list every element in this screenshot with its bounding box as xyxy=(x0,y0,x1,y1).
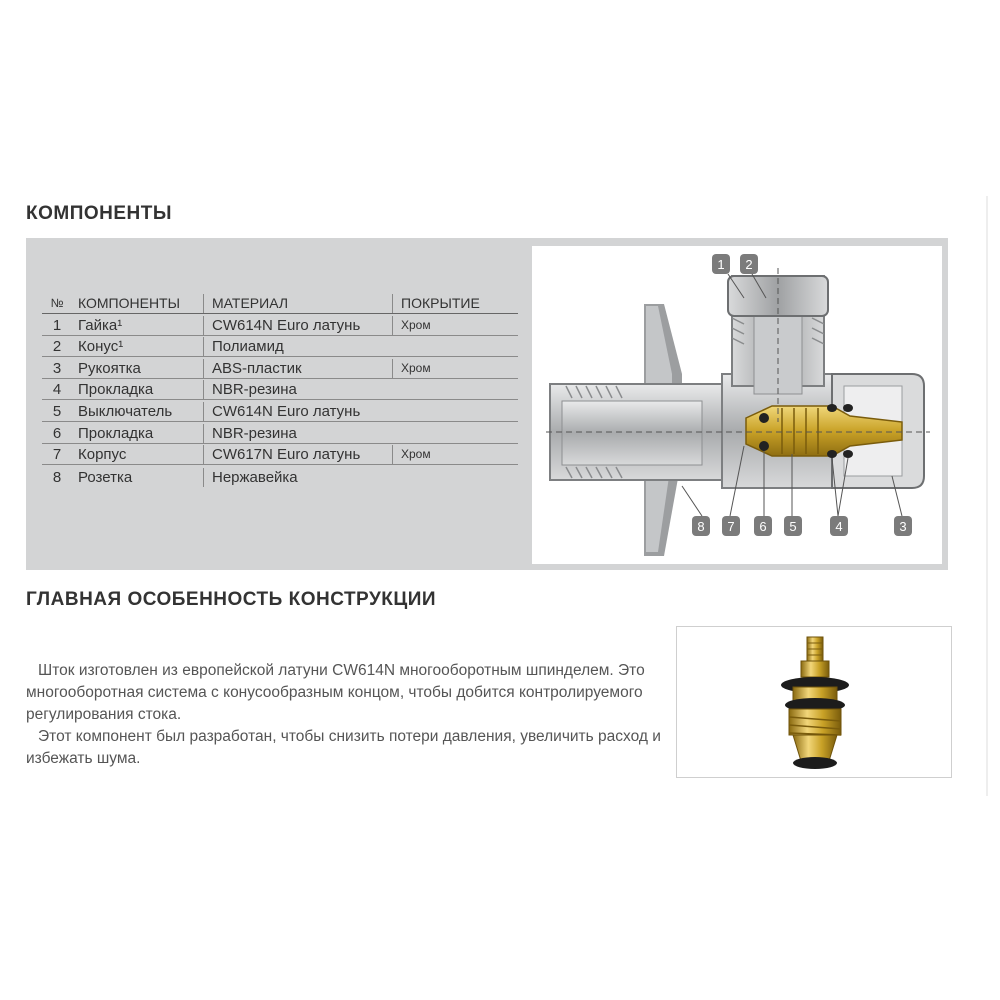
header-component: КОМПОНЕНТЫ xyxy=(78,295,181,311)
row-component: Выключатель xyxy=(78,402,173,420)
header-coating: ПОКРЫТИЕ xyxy=(392,294,511,313)
callout-label-6: 6 xyxy=(759,519,767,534)
row-component: Розетка xyxy=(78,468,133,486)
row-material: CW614N Euro латунь xyxy=(203,316,392,335)
row-material: NBR-резина xyxy=(203,424,392,443)
row-coating: Хром xyxy=(392,316,511,335)
row-material: ABS-пластик xyxy=(203,359,392,378)
main-feature-heading: ГЛАВНАЯ ОСОБЕННОСТЬ КОНСТРУКЦИИ xyxy=(26,589,437,610)
row-component: Конус¹ xyxy=(78,338,124,356)
row-coating: Хром xyxy=(392,359,511,378)
row-num: 3 xyxy=(52,359,62,377)
components-heading: КОМПОНЕНТЫ xyxy=(26,203,172,224)
row-component: Рукоятка xyxy=(78,359,141,377)
callout-label-5: 5 xyxy=(789,519,797,534)
row-num: 8 xyxy=(52,468,62,486)
table-row xyxy=(42,465,518,487)
row-component: Прокладка xyxy=(78,424,154,442)
callout-label-2: 2 xyxy=(745,257,753,272)
callout-label-8: 8 xyxy=(697,519,705,534)
callout-label-7: 7 xyxy=(727,519,735,534)
table-header xyxy=(42,290,518,314)
row-material: Полиамид xyxy=(203,337,392,356)
row-num: 6 xyxy=(52,424,62,442)
description-paragraph: Этот компонент был разработан, чтобы снизить потери давления, увеличить расход и избежать шума. xyxy=(26,728,661,767)
callout-label-4: 4 xyxy=(835,519,843,534)
table-row xyxy=(42,444,518,466)
components-table xyxy=(42,290,518,487)
table-row xyxy=(42,314,518,336)
table-row xyxy=(42,379,518,401)
description-paragraph: Шток изготовлен из европейской латуни CW614N многооборотным шпинделем. Это многооборотная система с конусообразным концом, чтобы добится контролируемого регулирования стока. xyxy=(26,662,645,723)
callout-label-3: 3 xyxy=(899,519,907,534)
table-row xyxy=(42,422,518,444)
row-num: 7 xyxy=(52,446,62,464)
row-material: CW617N Euro латунь xyxy=(203,445,392,464)
row-component: Гайка¹ xyxy=(78,316,123,334)
table-row xyxy=(42,336,518,358)
row-num: 2 xyxy=(52,338,62,356)
page-edge-line xyxy=(986,196,988,796)
table-row xyxy=(42,400,518,422)
row-material: CW614N Euro латунь xyxy=(203,402,392,421)
row-coating: Хром xyxy=(392,445,511,464)
table-row xyxy=(42,357,518,379)
spindle-image xyxy=(677,627,951,777)
row-num: 5 xyxy=(52,402,62,420)
row-num: 1 xyxy=(52,316,62,334)
callout-label-1: 1 xyxy=(717,257,725,272)
valve-diagram xyxy=(532,246,942,564)
row-component: Прокладка xyxy=(78,381,154,399)
description-text xyxy=(26,660,674,770)
row-material: Нержавейка xyxy=(203,468,392,487)
header-num: № xyxy=(50,296,64,310)
header-material: МАТЕРИАЛ xyxy=(203,294,392,313)
spindle-photo xyxy=(676,626,952,778)
valve-cross-section xyxy=(532,246,942,564)
row-num: 4 xyxy=(52,381,62,399)
row-material: NBR-резина xyxy=(203,380,392,399)
row-component: Корпус xyxy=(78,446,127,464)
